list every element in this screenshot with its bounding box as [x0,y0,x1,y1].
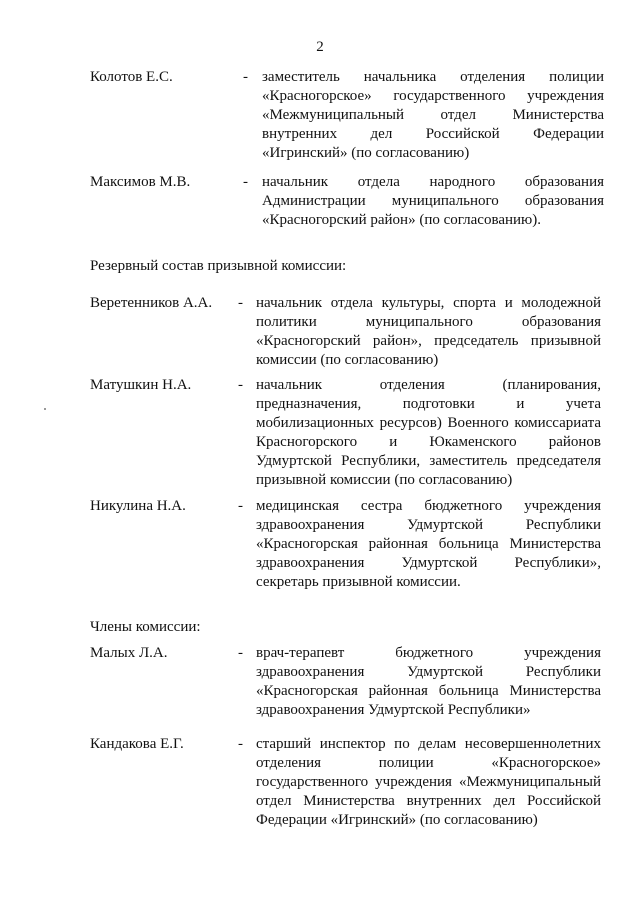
description-line: здравоохранения Удмуртской Республики [256,517,601,533]
description-line: «Красногорская районная больница Министерства [256,683,601,699]
description-line: врач-терапевт бюджетного учреждения [256,645,601,661]
description-line: медицинская сестра бюджетного учреждения [256,498,601,514]
description-line: здравоохранения Удмуртской Республики [256,664,601,680]
description-line: мобилизационных ресурсов) Военного комиссариата [256,415,601,431]
description-line: здравоохранения Удмуртской Республики» [256,702,531,718]
position-description [256,734,601,829]
description-line: отделения полиции «Красногорское» [256,755,601,771]
description-line: призывной комиссии (по согласованию) [256,472,513,488]
person-name: Никулина Н.А. [90,498,186,514]
description-line: «Игринский» (по согласованию) [262,145,470,161]
description-line: «Межмуниципальный отдел Министерства [262,107,604,123]
description-line: Федерации «Игринский» (по согласованию) [256,812,538,828]
description-line: комиссии (по согласованию) [256,352,439,368]
person-name: Кандакова Е.Г. [90,736,184,752]
description-line: государственного учреждения «Межмуниципальный [256,774,601,790]
description-line: «Красногорская районная больница Министерства [256,536,601,552]
description-line: начальник отдела культуры, спорта и молодежной [256,295,601,311]
description-line: «Красногорский район», председатель призывной [256,333,601,349]
dash: - [238,736,243,752]
description-line: здравоохранения Удмуртской Республики», [256,555,601,571]
position-description [262,172,604,229]
position-description [256,496,601,591]
description-line: начальник отдела народного образования [262,174,604,190]
person-name: Малых Л.А. [90,645,168,661]
description-line: «Красногорский район» (по согласованию). [262,212,542,228]
person-name: Веретенников А.А. [90,295,213,311]
description-line: Удмуртской Республики, заместитель председателя [256,453,601,469]
description-line: внутренних дел Российской Федерации [262,126,604,142]
description-line: Красногорского и Юкаменского районов [256,434,601,450]
reserve-section-title: Резервный состав призывной комиссии: [90,258,347,274]
members-section-title: Члены комиссии: [90,619,201,635]
position-description [256,293,601,369]
position-description [262,67,604,162]
person-name: Максимов М.В. [90,174,191,190]
scan-speck [44,408,46,410]
position-description [256,643,601,719]
dash: - [243,174,248,190]
dash: - [238,377,243,393]
description-line: предназначения, подготовки и учета [256,396,601,412]
position-description [256,375,601,489]
dash: - [243,69,248,85]
page-number: 2 [316,39,324,55]
description-line: политики муниципального образования [256,314,601,330]
dash: - [238,295,243,311]
dash: - [238,498,243,514]
description-line: начальник отделения (планирования, [256,377,601,393]
description-line: заместитель начальника отделения полиции [262,69,604,85]
person-name: Матушкин Н.А. [90,377,192,393]
dash: - [238,645,243,661]
description-line: Администрации муниципального образования [262,193,604,209]
description-line: отдел Министерства внутренних дел Российской [256,793,601,809]
person-name: Колотов Е.С. [90,69,173,85]
description-line: старший инспектор по делам несовершеннолетних [256,736,601,752]
description-line: секретарь призывной комиссии. [256,574,461,590]
description-line: «Красногорское» государственного учреждения [262,88,604,104]
